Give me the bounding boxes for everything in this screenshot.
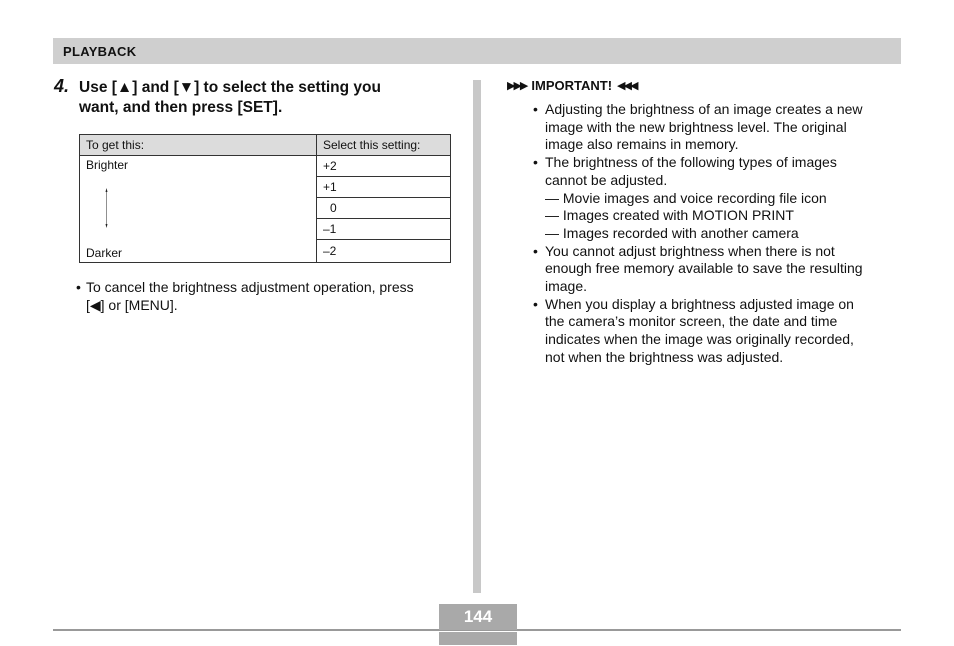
list-item-line: image. [545, 278, 588, 295]
list-item-line: image with the new brightness level. The original [545, 118, 847, 135]
arrow-cell [80, 198, 317, 240]
page-number-tab [439, 632, 517, 645]
list-item-line: enough free memory available to save the resulting [545, 260, 863, 277]
bullet-icon: • [533, 101, 538, 117]
list-item-line: image also remains in memory. [545, 136, 739, 153]
step-instruction-line-1: Use [▲] and [▼] to select the setting you [79, 79, 381, 96]
setting-value: –2 [317, 240, 451, 263]
list-item-line: not when the brightness was adjusted. [545, 348, 784, 365]
list-item-line: The brightness of the following types of images [545, 154, 837, 171]
up-down-arrow-icon [105, 188, 108, 228]
step-instruction-line-2: want, and then press [SET]. [79, 99, 283, 116]
column-divider [473, 80, 481, 593]
bullet-icon: • [533, 295, 538, 312]
list-sub-item: — Images recorded with another camera [545, 224, 799, 241]
cancel-note [76, 278, 456, 314]
table-row [80, 198, 451, 219]
list-item [533, 296, 903, 367]
brightness-settings-table [79, 134, 451, 263]
setting-value: –1 [317, 219, 451, 240]
section-title: PLAYBACK [63, 44, 137, 59]
setting-value: 0 [317, 198, 451, 219]
table-header-row [80, 135, 451, 156]
important-title: IMPORTANT! [531, 78, 613, 93]
section-header-bar [53, 38, 901, 64]
important-right-marker-icon: ◀◀◀ [617, 80, 637, 92]
list-item-line: You cannot adjust brightness when there is not [545, 242, 835, 259]
darker-label: Darker [80, 240, 317, 263]
list-item-line: the camera’s monitor screen, the date and time [545, 313, 838, 330]
list-sub-item: — Movie images and voice recording file icon [545, 189, 827, 206]
list-item [533, 243, 903, 296]
table-row [80, 240, 451, 263]
setting-value: +1 [317, 177, 451, 198]
list-item-line: indicates when the image was originally recorded, [545, 331, 854, 348]
column-header-to-get: To get this: [80, 135, 317, 156]
list-item [533, 154, 903, 243]
list-item-line: When you display a brightness adjusted image on [545, 295, 854, 312]
bullet-icon: • [533, 154, 538, 171]
list-item-line: cannot be adjusted. [545, 171, 668, 188]
step-instruction [79, 78, 449, 118]
cancel-note-line-1: To cancel the brightness adjustment operation, press [86, 279, 414, 295]
list-item [533, 101, 903, 154]
cancel-note-line-2: [◀] or [MENU]. [86, 297, 178, 313]
page-number: 144 [439, 604, 517, 630]
list-item-line: Adjusting the brightness of an image creates a new [545, 101, 863, 117]
setting-value: +2 [317, 156, 451, 177]
important-list [533, 101, 903, 367]
table-row [80, 156, 451, 177]
column-header-setting: Select this setting: [317, 135, 451, 156]
important-heading [502, 78, 641, 93]
brighter-label: Brighter [80, 156, 317, 198]
important-left-marker-icon: ▶▶▶ [507, 80, 527, 92]
bullet-icon: • [533, 242, 538, 259]
bullet-icon: • [76, 279, 81, 295]
step-number: 4. [54, 76, 70, 96]
list-sub-item: — Images created with MOTION PRINT [545, 207, 794, 224]
